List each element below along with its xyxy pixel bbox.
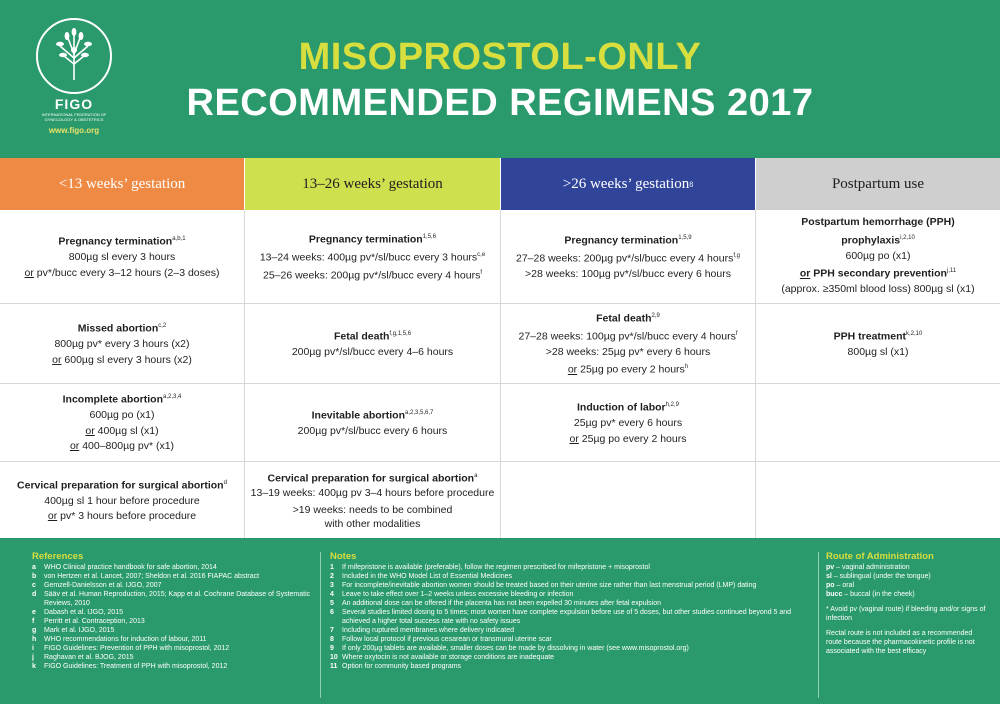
item-key: j (32, 654, 34, 661)
item-key: d (32, 591, 37, 598)
item-key: b (32, 573, 37, 580)
cell-r4-c1: Cervical preparation for surgical abortion$^d$ 400µg sl 1 hour before procedure or pv* 3 hours before procedure (0, 462, 245, 538)
item-key: 4 (330, 591, 334, 598)
item-key: f (32, 618, 35, 625)
list-item (330, 626, 815, 635)
item-key: 7 (330, 627, 334, 634)
item-key: 3 (330, 582, 334, 589)
cell-r3-c2: Inevitable abortion$^{a,2,3,5,6,7}$ 200µg pv*/sl/bucc every 6 hours (245, 384, 501, 462)
route-note-avoid-pv: * Avoid pv (vaginal route) if bleeding and/or signs of infection (826, 606, 986, 622)
item-text: Including ruptured membranes where delivery indicated (342, 627, 514, 634)
footer (0, 538, 1000, 704)
list-item (32, 626, 312, 635)
list-item (330, 644, 815, 653)
list-item (32, 617, 312, 626)
item-text: If only 200µg tablets are available, smaller doses can be made by dissolving in water (see www.misoprostol.org) (342, 645, 689, 652)
item-key: k (32, 663, 36, 670)
logo-subtitle: INTERNATIONAL FEDERATION OF GYNECOLOGY & OBSTETRICS (41, 112, 107, 122)
cell-r1-c1: Pregnancy termination$^{a,b,1}$ 800µg sl every 3 hours or pv*/bucc every 3–12 hours (2–3 doses) (0, 210, 245, 304)
list-item (330, 563, 815, 572)
column-header-over-26: >26 weeks’ gestation 8 (501, 158, 755, 210)
item-key: g (32, 627, 37, 634)
cell-r1-c2: Pregnancy termination$^{1,5,6}$ 13–24 weeks: 400µg pv*/sl/bucc every 3 hours$^{c,e}$ 25–26 weeks: 200µg pv*/sl/bucc every 4 hours$^f$ (245, 210, 501, 304)
item-text: von Hertzen et al. Lancet, 2007; Sheldon et al. 2016 FIAPAC abstract (44, 573, 260, 580)
list-item (32, 644, 312, 653)
item-text: WHO Clinical practice handbook for safe abortion, 2014 (44, 564, 217, 571)
route-heading: Route of Administration (826, 551, 934, 562)
list-item (330, 599, 815, 608)
references-list (32, 563, 312, 671)
column-header-under-13: <13 weeks’ gestation (0, 158, 244, 210)
notes-section (330, 552, 815, 671)
cell-r2-c3: Fetal death$^{2,9}$ 27–28 weeks: 100µg pv*/sl/bucc every 4 hours$^f$ >28 weeks: 25µg pv* every 6 hours or 25µg po every 2 hours$^h$ (501, 304, 756, 384)
route-note-rectal: Rectal route is not included as a recommended route because the pharmacokinetic profile is not associated with the best efficacy (826, 630, 975, 655)
cell-r3-c3: Induction of labor$^{h,2,9}$ 25µg pv* every 6 hours or 25µg po every 2 hours (501, 384, 756, 462)
item-text: Several studies limited dosing to 5 times; most women have complete expulsion before use of 5 doses, but other studies continued beyond 5 and achieved a higher total success rate with no safety issues (342, 609, 792, 625)
item-text: Option for community based programs (342, 663, 462, 670)
route-desc: – buccal (in the cheek) (842, 591, 915, 598)
item-text: Mark et al. IJGO, 2015 (44, 627, 115, 634)
column-header-13-26: 13–26 weeks’ gestation (245, 158, 500, 210)
item-text: Dabash et al. IJGO, 2015 (44, 609, 123, 616)
item-text: Sääv et al. Human Reproduction, 2015; Kapp et al. Cochrane Database of Systematic Reviews, 2010 (44, 591, 311, 607)
list-item (330, 653, 815, 662)
divider (818, 552, 819, 698)
item-text: Included in the WHO Model List of Essential Medicines (342, 573, 513, 580)
item-key: c (32, 582, 36, 589)
route-abbr: sl (826, 573, 832, 580)
item-key: 11 (330, 663, 338, 670)
list-item (32, 635, 312, 644)
list-item (330, 572, 815, 581)
route-item (826, 590, 986, 599)
notes-list (330, 563, 815, 671)
item-text: FIGO Guidelines: Treatment of PPH with misoprostol, 2012 (44, 663, 228, 670)
item-key: 5 (330, 600, 334, 607)
route-desc: – vaginal administration (834, 564, 910, 571)
item-text: Perritt et al. Contraception, 2013 (44, 618, 145, 625)
cell-r2-c2: Fetal death$^{f,g,1,5,6}$ 200µg pv*/sl/bucc every 4–6 hours (245, 304, 501, 384)
route-abbr: bucc (826, 591, 843, 598)
item-text: FIGO Guidelines: Prevention of PPH with misoprostol, 2012 (44, 645, 230, 652)
item-text: An additional dose can be offered if the placenta has not been expelled 30 minutes after fetal expulsion (342, 600, 661, 607)
list-item (32, 590, 312, 608)
item-key: 2 (330, 573, 334, 580)
route-item (826, 581, 986, 590)
cell-r4-c4-empty (756, 462, 1000, 538)
logo-url[interactable]: www.figo.org (48, 126, 100, 135)
route-abbr: po (826, 582, 835, 589)
route-desc: – sublingual (under the tongue) (831, 573, 931, 580)
cell-r4-c2: Cervical preparation for surgical abortion$^a$ 13–19 weeks: 400µg pv 3–4 hours before procedure >19 weeks: needs to be combined with other modalities (245, 462, 501, 538)
route-abbr: pv (826, 564, 835, 571)
list-item (32, 581, 312, 590)
cell-r3-c4-empty (756, 384, 1000, 462)
list-item (32, 572, 312, 581)
header (0, 0, 1000, 158)
route-item (826, 563, 986, 572)
title-line-1: MISOPROSTOL-ONLY (298, 36, 702, 78)
list-item (32, 653, 312, 662)
item-key: 9 (330, 645, 334, 652)
item-text: Leave to take effect over 1–2 weeks unless excessive bleeding or infection (342, 591, 574, 598)
item-key: h (32, 636, 37, 643)
notes-heading: Notes (330, 551, 357, 562)
route-list (826, 563, 986, 599)
cell-r1-c3: Pregnancy termination$^{1,5,9}$ 27–28 weeks: 200µg pv*/sl/bucc every 4 hours$^{f,g}$ >28 weeks: 100µg pv*/sl/bucc every 6 hours (501, 210, 756, 304)
item-text: Raghavan et al. BJOG, 2015 (44, 654, 134, 661)
list-item (330, 608, 815, 626)
title-line-2: RECOMMENDED REGIMENS 2017 (186, 82, 814, 124)
item-key: i (32, 645, 34, 652)
item-text: Where oxytocin is not available or storage conditions are inadequate (342, 654, 555, 661)
item-key: e (32, 609, 36, 616)
cell-r2-c1: Missed abortion$^{c,2}$ 800µg pv* every 3 hours (x2) or 600µg sl every 3 hours (x2) (0, 304, 245, 384)
item-text: For incomplete/inevitable abortion women should be treated based on their uterine size rather than last menstrual period (LMP) dating (342, 582, 757, 589)
list-item (330, 581, 815, 590)
route-section (826, 552, 986, 656)
list-item (330, 590, 815, 599)
list-item (32, 563, 312, 572)
item-text: Follow local protocol if previous cesarean or transmural uterine scar (342, 636, 552, 643)
list-item (330, 662, 815, 671)
regimen-table (0, 158, 1000, 538)
logo-name: FIGO (54, 96, 94, 112)
list-item (330, 635, 815, 644)
item-key: 10 (330, 654, 338, 661)
item-key: 8 (330, 636, 334, 643)
references-heading: References (32, 551, 84, 562)
list-item (32, 608, 312, 617)
item-key: a (32, 564, 36, 571)
divider (320, 552, 321, 698)
route-desc: – oral (834, 582, 855, 589)
item-text: If mifepristone is available (preferable), follow the regimen prescribed for mifepristone + misoprostol (342, 564, 650, 571)
cell-r1-c4: Postpartum hemorrhage (PPH) prophylaxis$^{i,2,10}$ 600µg po (x1) or PPH secondary prevention$^{j,11}$ (approx. ≥350ml blood loss) 800µg sl (x1) (756, 210, 1000, 304)
cell-r4-c3-empty (501, 462, 756, 538)
route-item (826, 572, 986, 581)
references-section (32, 552, 312, 671)
item-key: 6 (330, 609, 334, 616)
cell-r3-c1: Incomplete abortion$^{a,2,3,4}$ 600µg po (x1) or 400µg sl (x1) or 400–800µg pv* (x1) (0, 384, 245, 462)
column-header-postpartum: Postpartum use (756, 158, 1000, 210)
item-text: Gemzell-Danielsson et al. IJGO, 2007 (44, 582, 162, 589)
item-key: 1 (330, 564, 334, 571)
list-item (32, 662, 312, 671)
item-text: WHO recommendations for induction of labour, 2011 (44, 636, 207, 643)
cell-r2-c4: PPH treatment$^{k,2,10}$ 800µg sl (x1) (756, 304, 1000, 384)
